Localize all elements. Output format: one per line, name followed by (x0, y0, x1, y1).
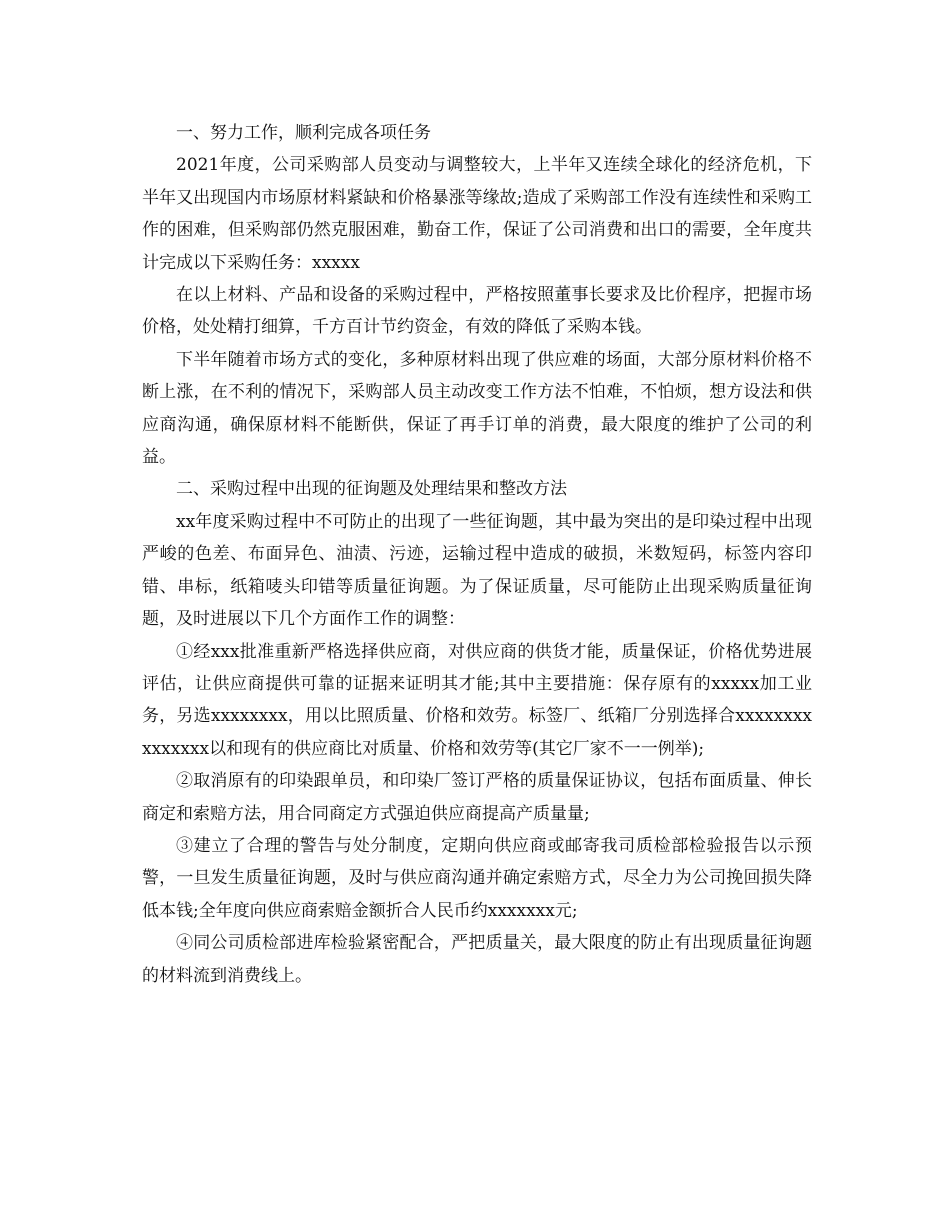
section-heading-1: 一、努力工作，顺利完成各项任务 (176, 123, 431, 143)
list-item-2: ②取消原有的印染跟单员，和印染厂签订严格的质量保证协议，包括布面质量、伸长商定和索赔方法，用合同商定方式强迫供应商提高产质量量; (142, 771, 812, 824)
list-item-4: ④同公司质检部进库检验紧密配合，严把质量关，最大限度的防止有出现质量征询题的材料流到消费线上。 (142, 933, 812, 986)
document-body (142, 117, 812, 992)
paragraph-supply-shortage: 下半年随着市场方式的变化，多种原材料出现了供应难的场面，大部分原材料价格不断上涨，在不利的情况下，采购部人员主动改变工作方法不怕难，不怕烦，想方设法和供应商沟通，确保原材料不能断供，保证了再手订单的消费，最大限度的维护了公司的利益。 (142, 349, 812, 468)
section-heading-2: 二、采购过程中出现的征询题及处理结果和整改方法 (176, 479, 567, 500)
paragraph-quality-issues: xx年度采购过程中不可防止的出现了一些征询题，其中最为突出的是印染过程中出现严峻的色差、布面异色、油渍、污迹，运输过程中造成的破损，米数短码，标签内容印错、串标，纸箱唛头印错等质量征询题。为了保证质量，尽可能防止出现采购质量征询题，及时进展以下几个方面作工作的调整： (142, 511, 812, 630)
list-item-1: ①经xxx批准重新严格选择供应商，对供应商的供货才能，质量保证，价格优势进展评估，让供应商提供可靠的证据来证明其才能;其中主要措施：保存原有的xxxxx加工业务，另选xxxxxxxx，用以比照质量、价格和效劳。标签厂、纸箱厂分别选择合xxxxxxxxxxxxxxx以和现有的供应商比对质量、价格和效劳等(其它厂家不一一例举); (142, 641, 812, 759)
list-item-3: ③建立了合理的警告与处分制度，定期向供应商或邮寄我司质检部检验报告以示预警，一旦发生质量征询题，及时与供应商沟通并确定索赔方式，尽全力为公司挽回损失降低本钱;全年度向供应商索赔金额折合人民币约xxxxxxx元; (142, 835, 812, 921)
paragraph-annual-summary: 2021年度，公司采购部人员变动与调整较大，上半年又连续全球化的经济危机，下半年又出现国内市场原材料紧缺和价格暴涨等缘故;造成了采购部工作没有连续性和采购工作的困难，但采购部仍然克服困难，勤奋工作，保证了公司消费和出口的需要，全年度共计完成以下采购任务：xxxxx (142, 155, 812, 273)
paragraph-cost-control: 在以上材料、产品和设备的采购过程中，严格按照董事长要求及比价程序，把握市场价格，处处精打细算，千方百计节约资金，有效的降低了采购本钱。 (142, 285, 812, 338)
